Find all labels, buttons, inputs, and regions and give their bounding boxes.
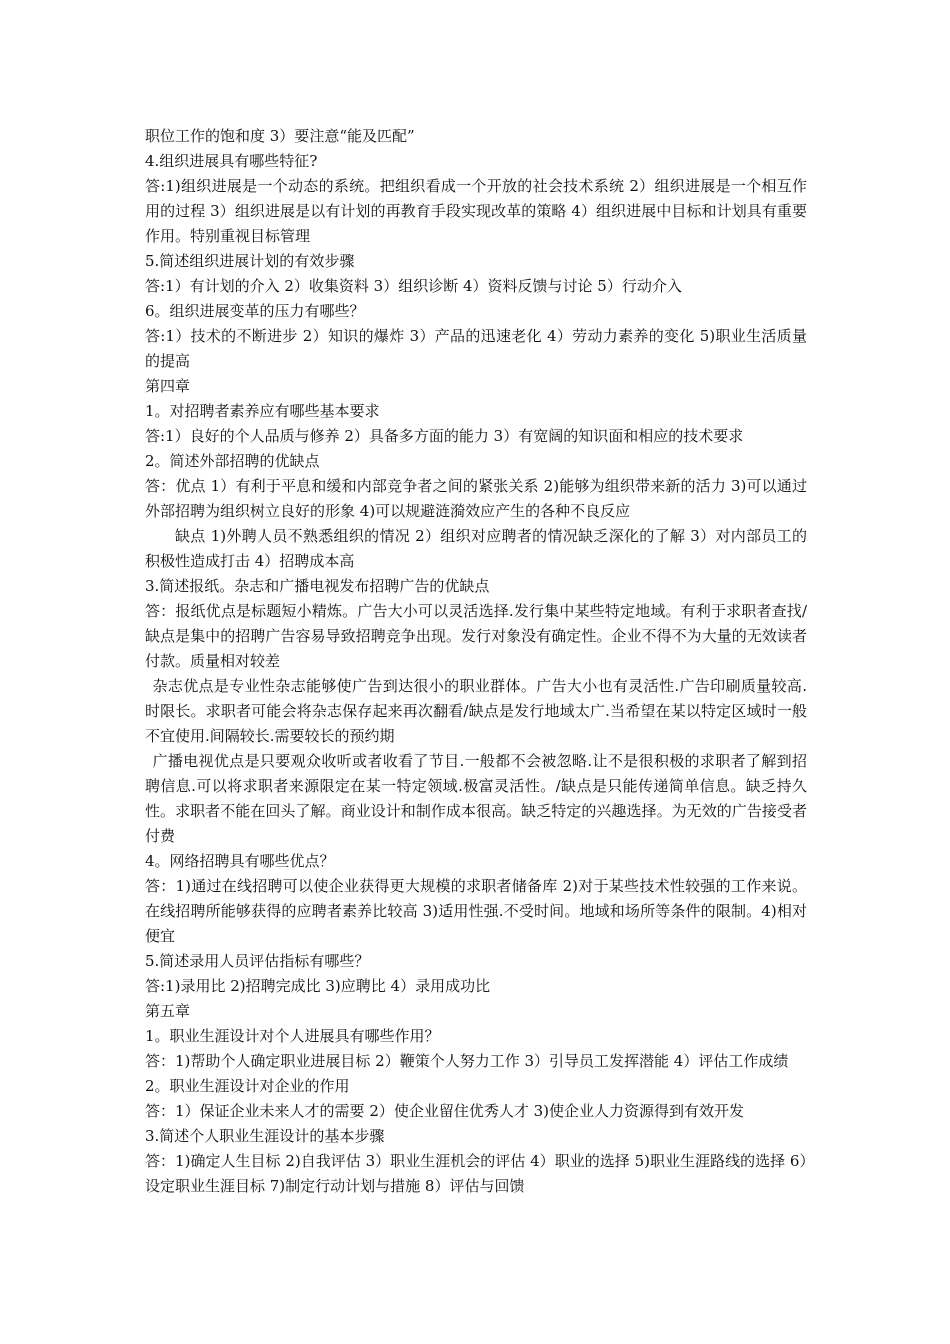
answer-paragraph: 答：1)帮助个人确定职业进展目标 2）鞭策个人努力工作 3）引导员工发挥潜能 4）评估工作成绩 (145, 1052, 789, 1070)
answer-paragraph: 答：1）保证企业未来人才的需要 2）使企业留住优秀人才 3)使企业人力资源得到有效开发 (145, 1102, 745, 1120)
answer-paragraph: 杂志优点是专业性杂志能够使广告到达很小的职业群体。广告大小也有灵活性.广告印刷质量较高.时限长。求职者可能会将杂志保存起来再次翻看/缺点是发行地域太广.当希望在某以特定区域时一般不宜使用.间隔较长.需要较长的预约期 (145, 677, 807, 745)
answer-paragraph: 答:1）技术的不断进步 2）知识的爆炸 3）产品的迅速老化 4）劳动力素养的变化 5)职业生活质量的提高 (145, 327, 807, 370)
answer-paragraph: 缺点 1)外聘人员不熟悉组织的情况 2）组织对应聘者的情况缺乏深化的了解 3）对内部员工的积极性造成打击 4）招聘成本高 (145, 527, 807, 570)
question-heading: 1。对招聘者素养应有哪些基本要求 (145, 402, 380, 420)
question-heading: 3.简述个人职业生涯设计的基本步骤 (145, 1127, 385, 1145)
answer-paragraph: 广播电视优点是只要观众收听或者收看了节目.一般都不会被忽略.让不是很积极的求职者了解到招聘信息.可以将求职者来源限定在某一特定领域.极富灵活性。/缺点是只能传递简单信息。缺乏持久性。求职者不能在回头了解。商业设计和制作成本很高。缺乏特定的兴趣选择。为无效的广告接受者付费 (145, 752, 807, 845)
answer-paragraph: 答：1)确定人生目标 2)自我评估 3）职业生涯机会的评估 4）职业的选择 5)职业生涯路线的选择 6）设定职业生涯目标 7)制定行动计划与措施 8）评估与回馈 (145, 1152, 807, 1195)
question-heading: 4。网络招聘具有哪些优点？ (145, 852, 335, 870)
answer-paragraph: 答:1)录用比 2)招聘完成比 3)应聘比 4）录用成功比 (145, 977, 491, 995)
question-heading: 3.简述报纸。杂志和广播电视发布招聘广告的优缺点 (145, 577, 490, 595)
chapter-heading: 第五章 (145, 1002, 191, 1020)
question-heading: 4.组织进展具有哪些特征? (145, 152, 318, 170)
answer-paragraph: 答:1）有计划的介入 2）收集资料 3）组织诊断 4）资料反馈与讨论 5）行动介入 (145, 277, 682, 295)
question-heading: 2。职业生涯设计对企业的作用 (145, 1077, 350, 1095)
question-heading: 5.简述录用人员评估指标有哪些？ (145, 952, 370, 970)
document-page (145, 124, 807, 1199)
answer-paragraph: 答：优点 1）有利于平息和缓和内部竞争者之间的紧张关系 2)能够为组织带来新的活力 3)可以通过外部招聘为组织树立良好的形象 4)可以规避涟漪效应产生的各种不良反应 (145, 477, 807, 520)
question-heading: 1。职业生涯设计对个人进展具有哪些作用？ (145, 1027, 440, 1045)
answer-paragraph: 答：报纸优点是标题短小精炼。广告大小可以灵活选择.发行集中某些特定地域。有利于求职者查找/缺点是集中的招聘广告容易导致招聘竞争出现。发行对象没有确定性。企业不得不为大量的无效读者付款。质量相对较差 (145, 602, 807, 670)
answer-paragraph: 答:1)组织进展是一个动态的系统。把组织看成一个开放的社会技术系统 2）组织进展是一个相互作用的过程 3）组织进展是以有计划的再教育手段实现改革的策略 4）组织进展中目标和计划具有重要作用。特别重视目标管理 (145, 177, 807, 245)
question-heading: 2。简述外部招聘的优缺点 (145, 452, 320, 470)
question-heading: 6。组织进展变革的压力有哪些？ (145, 302, 365, 320)
question-heading: 5.简述组织进展计划的有效步骤 (145, 252, 355, 270)
text-line: 职位工作的饱和度 3）要注意“能及匹配” (145, 127, 415, 145)
answer-paragraph: 答：1)通过在线招聘可以使企业获得更大规模的求职者储备库 2)对于某些技术性较强的工作来说。在线招聘所能够获得的应聘者素养比较高 3)适用性强.不受时间。地域和场所等条件的限制。4)相对便宜 (145, 877, 807, 945)
chapter-heading: 第四章 (145, 377, 191, 395)
answer-paragraph: 答:1）良好的个人品质与修养 2）具备多方面的能力 3）有宽阔的知识面和相应的技术要求 (145, 427, 744, 445)
